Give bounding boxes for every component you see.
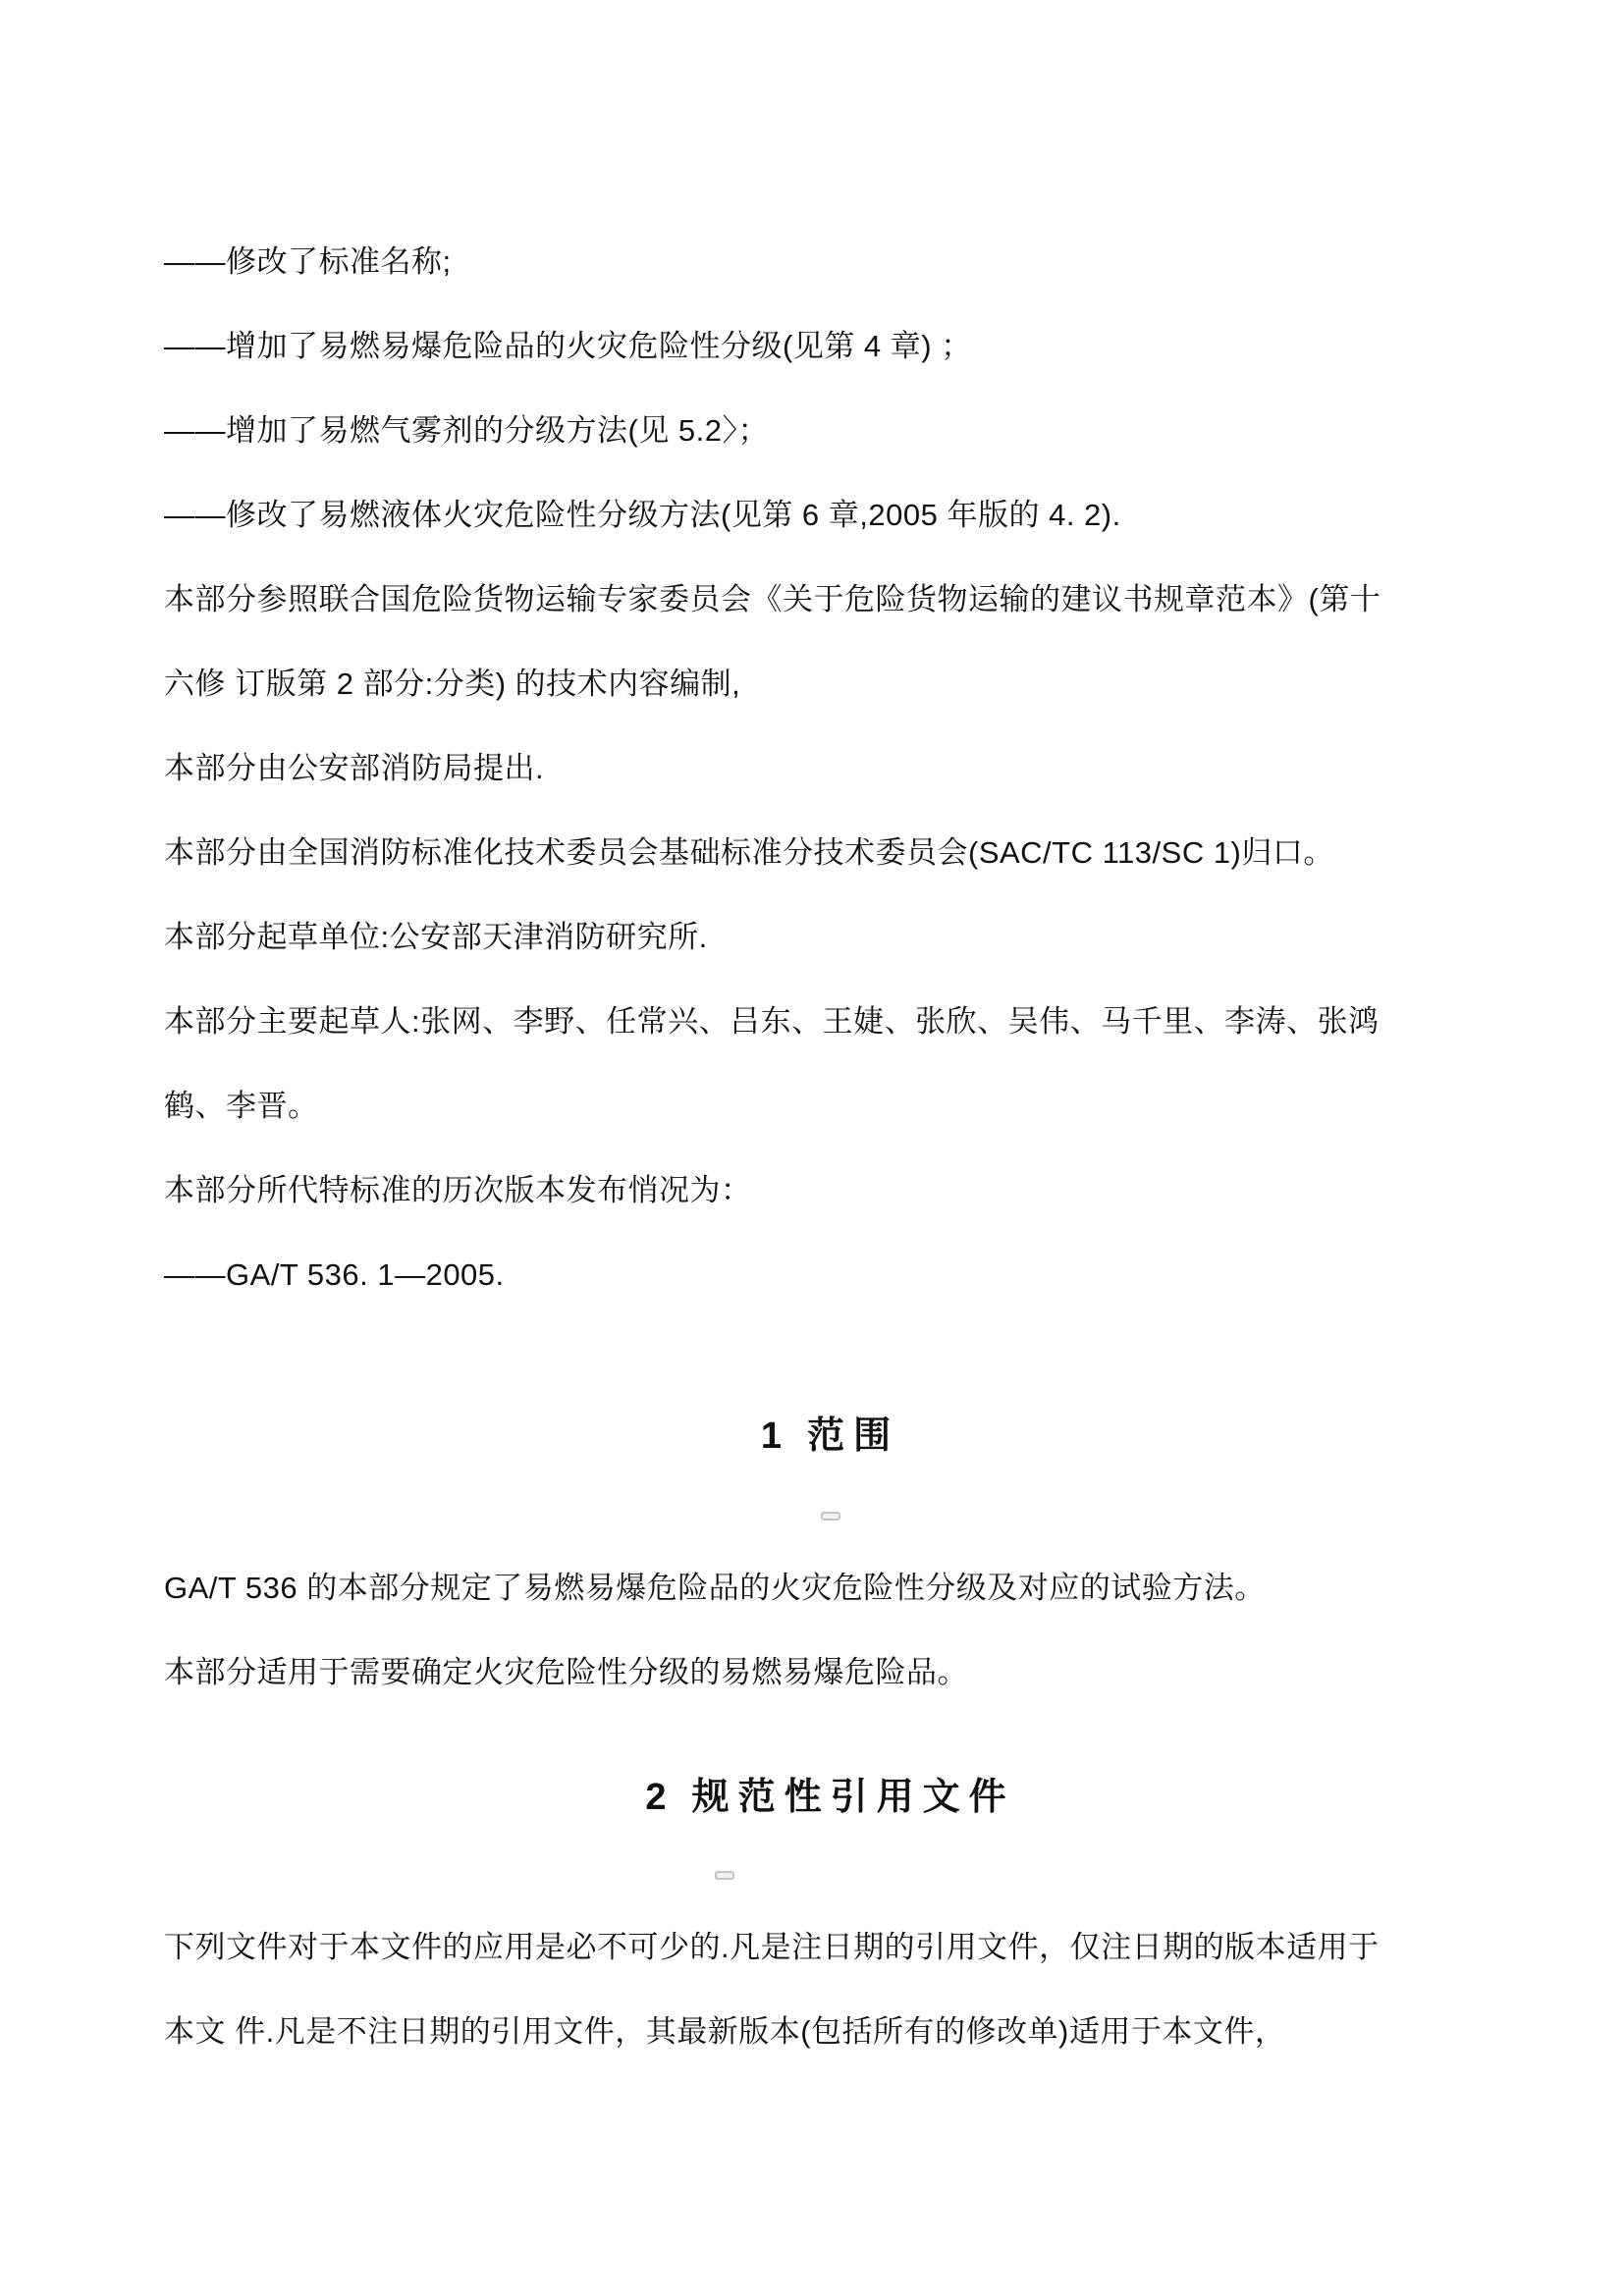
- paragraph-line: 本部分由公安部消防局提出.: [164, 751, 545, 785]
- paragraph-line: ——修改了标准名称;: [164, 244, 452, 279]
- paragraph-line: ——增加了易燃易爆危险品的火灾危险性分级(见第 4 章) ；: [164, 329, 972, 363]
- section-number: 1: [760, 1415, 783, 1457]
- paragraph-line: 本部分主要起草人:张网、李野、任常兴、吕东、王婕、张欣、吴伟、马千里、李涛、张鸿: [164, 1004, 1380, 1039]
- paragraph-line: 本部分参照联合国危险货物运输专家委员会《关于危险货物运输的建议书规章范本》(第十: [164, 582, 1381, 616]
- paragraph-line: ——修改了易燃液体火灾危险性分级方法(见第 6 章,2005 年版的 4. 2).: [164, 498, 1121, 532]
- paragraph-line: 六修 订版第 2 部分:分类) 的技术内容编制,: [164, 667, 741, 701]
- paragraph-line: GA/T 536 的本部分规定了易燃易爆危险品的火灾危险性分级及对应的试验方法。: [164, 1571, 1266, 1605]
- paragraph-line: 本文 件.凡是不注日期的引用文件，其最新版本(包括所有的修改单)适用于本文件，: [164, 2014, 1286, 2049]
- paragraph-line: 本部分起草单位:公安部天津消防研究所.: [164, 920, 708, 954]
- paragraph-line: ——GA/T 536. 1—2005.: [164, 1257, 505, 1292]
- image-placeholder-icon: [715, 1871, 734, 1880]
- section-heading-scope: [164, 1394, 1496, 1478]
- section-body: [164, 1546, 1496, 1715]
- section-title: 规范性引用文件: [691, 1777, 1015, 1818]
- section-body: [164, 1905, 1496, 2074]
- paragraph-line: ——增加了易燃气雾剂的分级方法(见 5.2〉；: [164, 413, 770, 448]
- section-number: 2: [645, 1777, 667, 1818]
- document-content: [164, 220, 1496, 2074]
- paragraph-line: 本部分由全国消防标准化技术委员会基础标准分技术委员会(SAC/TC 113/SC 1)归口。: [164, 835, 1334, 870]
- paragraph-line: 下列文件对于本文件的应用是必不可少的.凡是注日期的引用文件，仅注日期的版本适用于: [164, 1930, 1380, 1964]
- paragraph-line: 本部分所代特标准的历次版本发布悄况为：: [164, 1173, 752, 1207]
- paragraph-line: 本部分适用于需要确定火灾危险性分级的易燃易爆危险品。: [164, 1655, 968, 1689]
- heading-anchor-row: [164, 1506, 1496, 1525]
- image-placeholder-icon: [821, 1512, 840, 1521]
- paragraph-line: 鹤、李晋。: [164, 1089, 319, 1123]
- section-title: 范围: [807, 1415, 900, 1457]
- heading-anchor-row: [164, 1865, 1496, 1885]
- section-heading-normative-references: [164, 1755, 1496, 1840]
